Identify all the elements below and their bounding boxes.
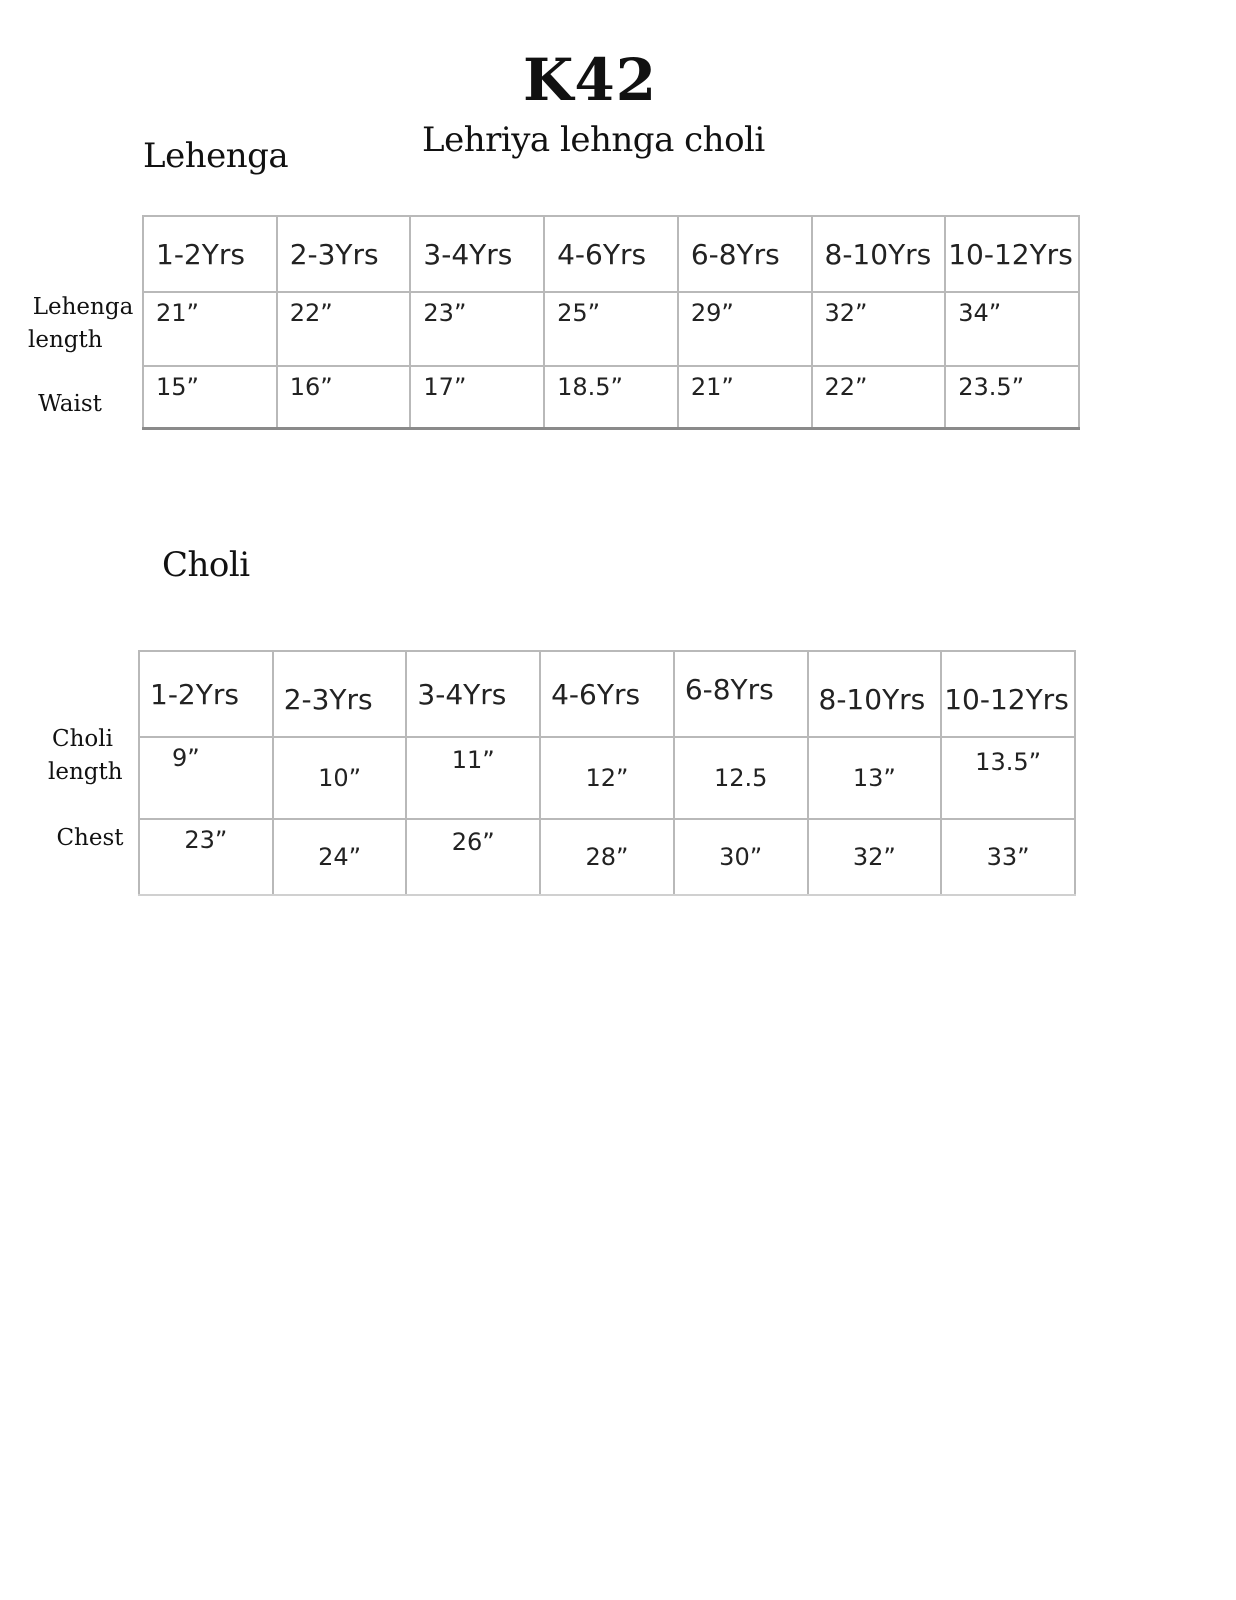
table-cell: 22”: [812, 366, 946, 429]
table-cell: 16”: [277, 366, 411, 429]
size-header-cell: 4-6Yrs: [540, 651, 674, 737]
table-cell: 18.5”: [544, 366, 678, 429]
table-cell: 17”: [410, 366, 544, 429]
size-header-cell: 1-2Yrs: [143, 216, 277, 292]
size-header-cell: 4-6Yrs: [544, 216, 678, 292]
choli-length-label-line2: length: [48, 759, 123, 785]
table-cell: 30”: [674, 819, 808, 895]
size-header-cell: 2-3Yrs: [277, 216, 411, 292]
size-header-cell: 8-10Yrs: [812, 216, 946, 292]
choli-size-table: [138, 650, 1076, 896]
size-header-cell: 3-4Yrs: [406, 651, 540, 737]
size-header-cell: 3-4Yrs: [410, 216, 544, 292]
choli-length-row: [139, 737, 1075, 819]
size-header-cell: 2-3Yrs: [273, 651, 407, 737]
table-cell: 23.5”: [945, 366, 1079, 429]
lehenga-length-label: [28, 291, 138, 357]
choli-length-label-line1: Choli: [52, 726, 113, 752]
lehenga-section-title: Lehenga: [143, 136, 289, 176]
table-cell: 13”: [808, 737, 942, 819]
table-cell: 32”: [808, 819, 942, 895]
table-cell: 9”: [139, 737, 273, 819]
table-cell: 12”: [540, 737, 674, 819]
lehenga-length-label-line2: length: [28, 327, 103, 353]
table-cell: 28”: [540, 819, 674, 895]
table-cell: 13.5”: [941, 737, 1075, 819]
table-cell: 23”: [410, 292, 544, 366]
table-cell: 34”: [945, 292, 1079, 366]
waist-label: Waist: [38, 391, 102, 417]
chest-row: [139, 819, 1075, 895]
size-header-cell: 10-12Yrs: [941, 651, 1075, 737]
waist-row: [143, 366, 1079, 429]
table-cell: 29”: [678, 292, 812, 366]
table-cell: 11”: [406, 737, 540, 819]
lehenga-size-table: [142, 215, 1080, 430]
table-cell: 21”: [143, 292, 277, 366]
choli-size-header-row: [139, 651, 1075, 737]
table-cell: 25”: [544, 292, 678, 366]
table-cell: 24”: [273, 819, 407, 895]
table-cell: 12.5: [674, 737, 808, 819]
table-cell: 21”: [678, 366, 812, 429]
size-header-cell: 6-8Yrs: [678, 216, 812, 292]
table-cell: 26”: [406, 819, 540, 895]
choli-section-title: Choli: [162, 545, 250, 585]
chest-label: Chest: [56, 825, 124, 851]
choli-length-label: [34, 723, 144, 789]
table-cell: 10”: [273, 737, 407, 819]
product-subtitle: Lehriya lehnga choli: [422, 120, 765, 160]
size-header-cell: 10-12Yrs: [945, 216, 1079, 292]
table-cell: 15”: [143, 366, 277, 429]
table-cell: 22”: [277, 292, 411, 366]
lehenga-length-label-line1: Lehenga: [32, 294, 134, 320]
lehenga-size-header-row: [143, 216, 1079, 292]
size-header-cell: 1-2Yrs: [139, 651, 273, 737]
table-cell: 23”: [139, 819, 273, 895]
product-code: K42: [522, 46, 658, 114]
size-header-cell: 6-8Yrs: [674, 651, 808, 737]
table-cell: 33”: [941, 819, 1075, 895]
size-header-cell: 8-10Yrs: [808, 651, 942, 737]
table-cell: 32”: [812, 292, 946, 366]
lehenga-length-row: [143, 292, 1079, 366]
